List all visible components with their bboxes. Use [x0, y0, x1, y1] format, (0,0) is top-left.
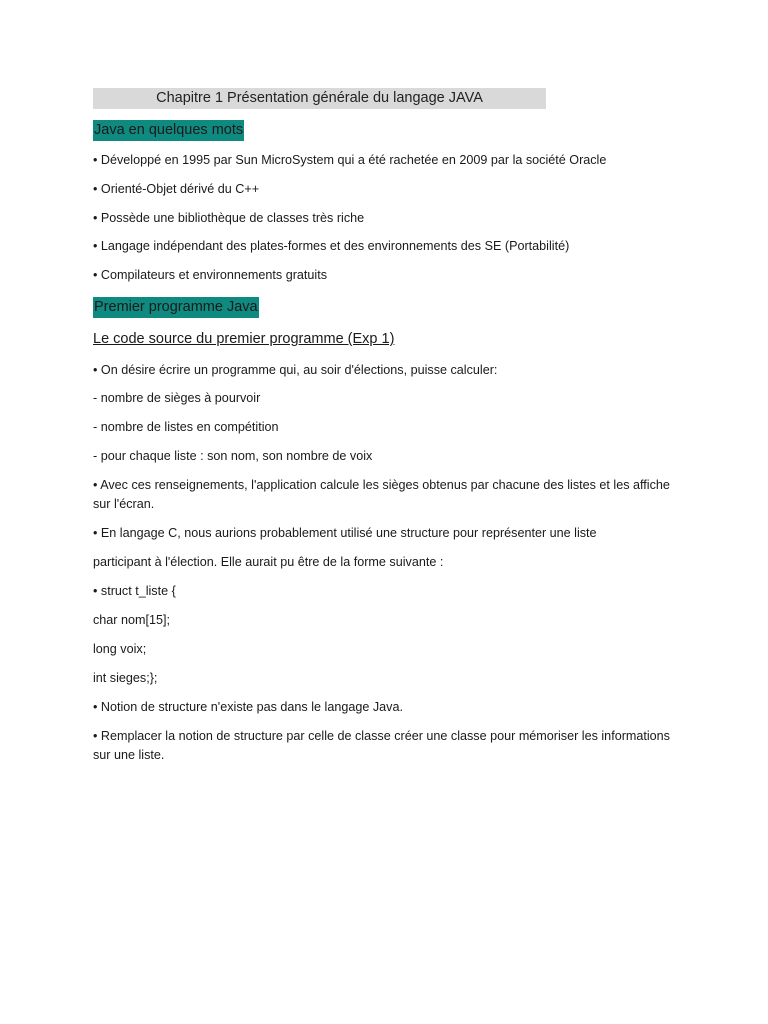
body-line: • Notion de structure n'existe pas dans le langage Java. — [93, 700, 403, 714]
bullet-line: • Possède une bibliothèque de classes très riche — [93, 211, 365, 225]
code-line: long voix; — [93, 642, 147, 656]
bullet-line: • Langage indépendant des plates-formes et des environnements des SE (Portabilité) — [93, 239, 570, 253]
bullet-line: • Développé en 1995 par Sun MicroSystem qui a été rachetée en 2009 par la société Oracle — [93, 153, 607, 167]
code-line: • struct t_liste { — [93, 584, 176, 598]
code-line: int sieges;}; — [93, 671, 158, 685]
body-paragraph: • Remplacer la notion de structure par celle de classe créer une classe pour mémoriser les informations sur une liste. — [93, 729, 670, 762]
subheading-code-source: Le code source du premier programme (Exp 1) — [93, 331, 395, 347]
body-line: - pour chaque liste : son nom, son nombre de voix — [93, 449, 373, 463]
bullet-line: • Orienté-Objet dérivé du C++ — [93, 182, 260, 196]
body-line: • En langage C, nous aurions probablement utilisé une structure pour représenter une liste — [93, 526, 597, 540]
bullet-line: • Compilateurs et environnements gratuits — [93, 268, 328, 282]
body-line: • On désire écrire un programme qui, au soir d'élections, puisse calculer: — [93, 363, 498, 377]
body-line: participant à l'élection. Elle aurait pu être de la forme suivante : — [93, 555, 444, 569]
code-line: char nom[15]; — [93, 613, 171, 627]
chapter-title: Chapitre 1 Présentation générale du langage JAVA — [93, 88, 546, 109]
body-line: - nombre de listes en compétition — [93, 420, 279, 434]
section-heading-java-en-quelques-mots: Java en quelques mots — [93, 120, 244, 141]
body-line: - nombre de sièges à pourvoir — [93, 391, 261, 405]
section-heading-premier-programme: Premier programme Java — [93, 297, 259, 318]
body-paragraph: • Avec ces renseignements, l'application calcule les sièges obtenus par chacune des listes et les affiche sur l'écran. — [93, 478, 670, 511]
